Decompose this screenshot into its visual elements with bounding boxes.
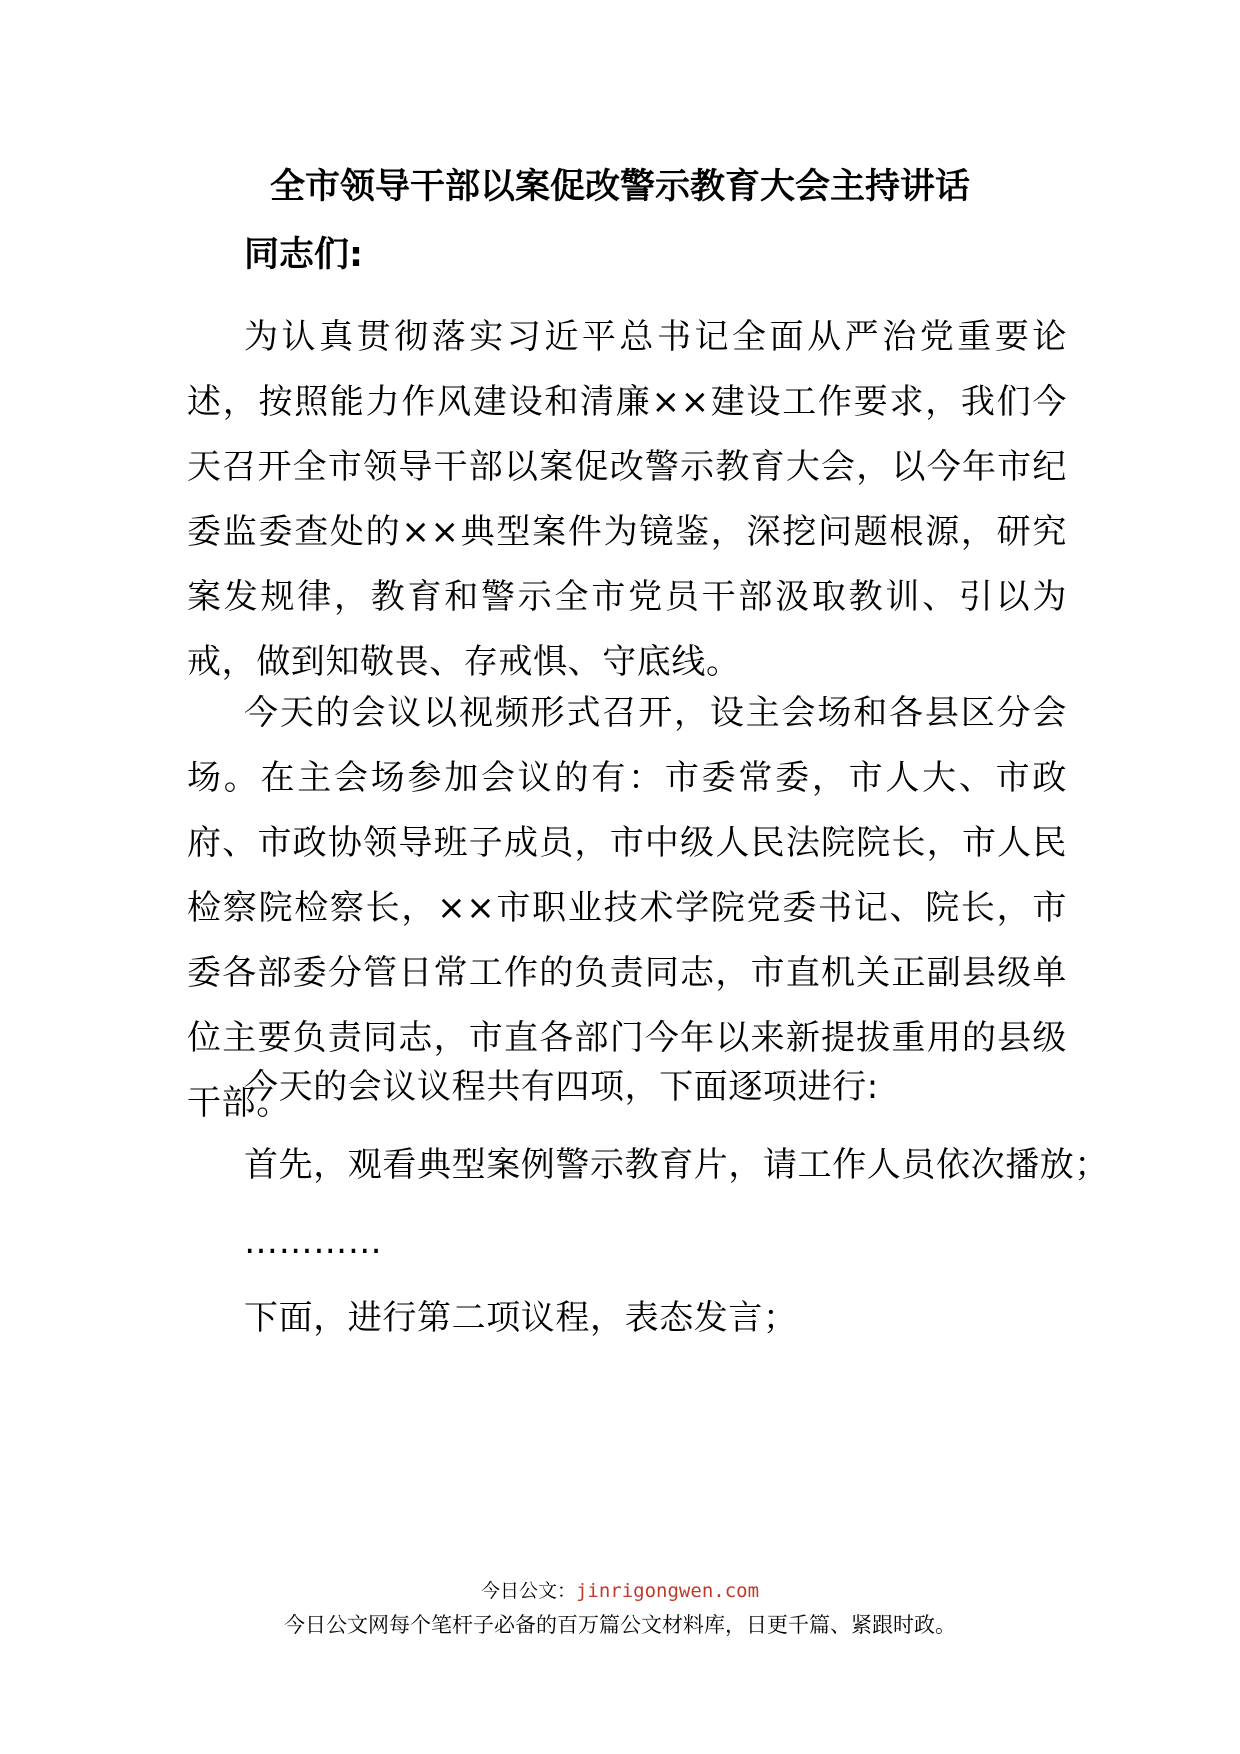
agenda-second-item: 下面，进行第二项议程，表态发言； xyxy=(244,1298,798,1338)
document-title: 全市领导干部以案促改警示教育大会主持讲话 xyxy=(269,167,970,207)
agenda-first-item: 首先，观看典型案例警示教育片，请工作人员依次播放； xyxy=(244,1145,1109,1185)
agenda-intro: 今天的会议议程共有四项，下面逐项进行: xyxy=(244,1067,879,1107)
paragraph-attendees: 今天的会议以视频形式召开，设主会场和各县区分会场。在主会场参加会议的有：市委常委，市人大、市政府、市政协领导班子成员，市中级人民法院院长，市人民检察院检察长，××市职业技术学院党委书记、院长，市委各部委分管日常工作的负责同志，市直机关正副县级单位主要负责同志，市直各部门今年以来新提拔重用的县级干部。 xyxy=(187,693,1067,1123)
paragraph-purpose: 为认真贯彻落实习近平总书记全面从严治党重要论述，按照能力作风建设和清廉××建设工作要求，我们今天召开全市领导干部以案促改警示教育大会，以今年市纪委监委查处的××典型案件为镜鉴，深挖问题根源，研究案发规律，教育和警示全市党员干部汲取教训、引以为戒，做到知敬畏、存戒惧、守底线。 xyxy=(187,317,1067,682)
footer-site-line xyxy=(0,1576,1240,1606)
footer-site-label: 今日公文： xyxy=(480,1580,576,1602)
ellipsis: ………… xyxy=(244,1222,383,1262)
salutation: 同志们: xyxy=(244,235,363,275)
footer-site-url[interactable]: jinrigongwen.com xyxy=(575,1580,760,1602)
footer-slogan: 今日公文网每个笔杆子必备的百万篇公文材料库，日更千篇、紧跟时政。 xyxy=(284,1613,956,1637)
